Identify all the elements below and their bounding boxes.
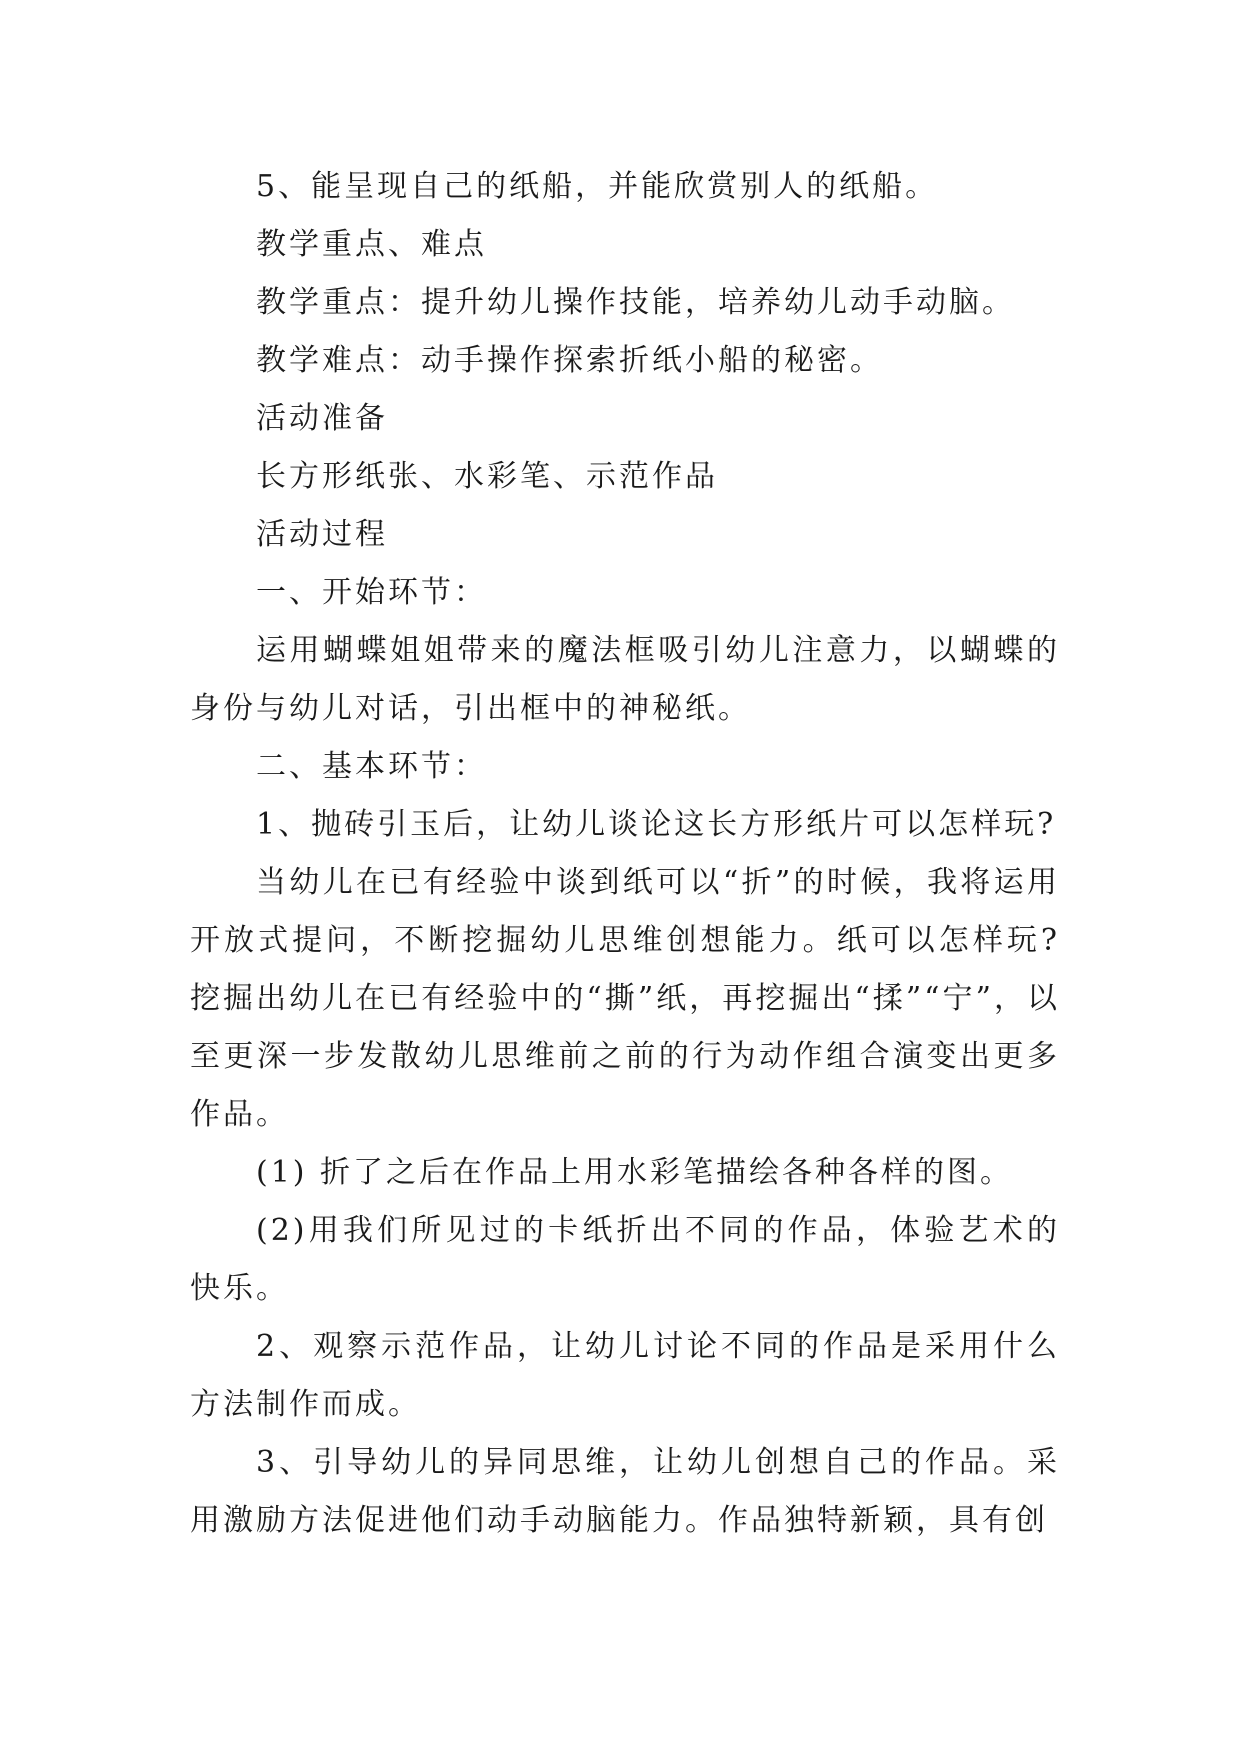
section-heading: 教学重点、难点: [256, 227, 487, 262]
document-body: [190, 158, 1060, 1550]
paragraph: (1) 折了之后在作品上用水彩笔描绘各种各样的图。: [256, 1155, 1014, 1190]
paragraph: 3、引导幼儿的异同思维，让幼儿创想自己的作品。采用激励方法促进他们动手动脑能力。作品独特新颖，具有创: [190, 1445, 1060, 1538]
paragraph: 当幼儿在已有经验中谈到纸可以“折”的时候，我将运用开放式提问，不断挖掘幼儿思维创想能力。纸可以怎样玩?挖掘出幼儿在已有经验中的“撕”纸，再挖掘出“揉”“宁”，以至更深一步发散幼儿思维前之前的行为动作组合演变出更多作品。: [190, 865, 1060, 1132]
section-heading: 活动准备: [256, 401, 388, 436]
paragraph: 1、抛砖引玉后，让幼儿谈论这长方形纸片可以怎样玩?: [256, 807, 1057, 842]
paragraph: 教学重点：提升幼儿操作技能，培养幼儿动手动脑。: [256, 285, 1015, 320]
paragraph: 运用蝴蝶姐姐带来的魔法框吸引幼儿注意力，以蝴蝶的身份与幼儿对话，引出框中的神秘纸。: [190, 633, 1060, 726]
sub-heading: 二、基本环节：: [256, 749, 487, 784]
paragraph: 5、能呈现自己的纸船，并能欣赏别人的纸船。: [256, 169, 939, 204]
sub-heading: 一、开始环节：: [256, 575, 487, 610]
paragraph: (2)用我们所见过的卡纸折出不同的作品，体验艺术的快乐。: [190, 1213, 1060, 1306]
section-heading: 活动过程: [256, 517, 388, 552]
paragraph: 教学难点：动手操作探索折纸小船的秘密。: [256, 343, 883, 378]
paragraph: 长方形纸张、水彩笔、示范作品: [256, 459, 718, 494]
paragraph: 2、观察示范作品，让幼儿讨论不同的作品是采用什么方法制作而成。: [190, 1329, 1060, 1422]
